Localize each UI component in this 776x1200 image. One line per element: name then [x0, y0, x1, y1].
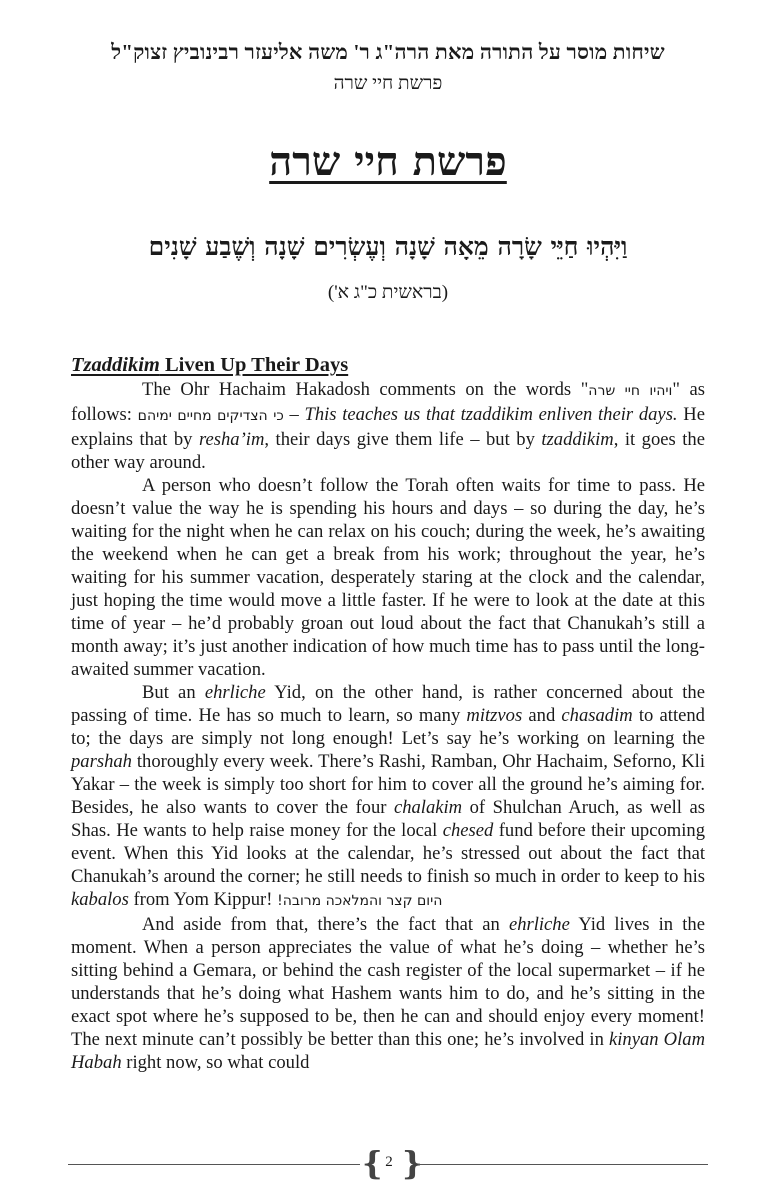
footer-rule-right: [418, 1164, 708, 1165]
italic-run: This teaches us that tzaddikim enliven their days.: [304, 404, 678, 425]
text-run: right now, so what could: [121, 1052, 310, 1073]
italic-run: chesed: [442, 820, 494, 841]
text-run: Yid, on the other hand, is rather concerned about the passing of time. He has so much to learn, so many: [71, 682, 705, 726]
page-footer: [0, 1140, 776, 1190]
italic-run: kinyan Olam Habah: [71, 1029, 706, 1073]
italic-run: resha’im: [198, 429, 265, 450]
paragraph-1: [71, 378, 705, 474]
text-run: fund before their upcoming event. When this Yid looks at the calendar, he’s stressed out about the fact that Chanukah’s around the corner; he still needs to finish so much in order to keep to his: [71, 820, 706, 887]
text-run: from Yom Kippur!: [128, 889, 278, 910]
section-heading-italic: Tzaddikim: [71, 354, 160, 376]
right-bracket-ornament: }: [402, 1144, 423, 1182]
text-run: to attend to; the days are simply not long enough! Let’s say he’s working on learning the: [71, 705, 705, 749]
paragraph-4: [71, 913, 705, 1074]
hebrew-quote: כי הצדיקים מחיים ימיהם: [137, 408, 284, 424]
text-run: , their days give them life – but by: [264, 429, 542, 450]
text-run: –: [283, 404, 305, 425]
verse-source: (בראשית כ"ג א'): [327, 282, 449, 303]
left-bracket-ornament: {: [362, 1144, 383, 1182]
running-header: [0, 40, 776, 95]
footer-rule-left: [68, 1164, 360, 1165]
paragraph-3: [71, 681, 705, 913]
text-run: He explains that by: [71, 404, 705, 450]
italic-run: tzaddikim: [541, 429, 614, 450]
paragraph-2: A person who doesn’t follow the Torah often waits for time to pass. He doesn’t value the way he is spending his hours and days – so during the day, he’s waiting for the night when he can relax on his couch; during the week, he’s awaiting the weekend when he can get a break from his work; throughout the year, he’s waiting for his summer vacation, desperately staring at the clock and the calendar, just hoping the time would move a little faster. If he were to look at the date at this time of year – he’d probably groan out loud about the fact that Chanukah’s still a month away; it’s just another indication of how much time has to pass until the long-awaited summer vacation.: [71, 475, 705, 680]
text-run: But an: [142, 682, 205, 703]
text-run: " as follows:: [71, 379, 705, 425]
text-run: of Shulchan Aruch, as well as Shas. He wants to help raise money for the local: [71, 797, 705, 841]
text-run: thoroughly every week. There’s Rashi, Ramban, Ohr Hachaim, Seforno, Kli Yakar – the week is simply too short for him to cover all the ground he’s aiming for. Besides, he also wants to cover the four: [71, 751, 705, 818]
text-run: and: [522, 705, 562, 726]
page-title: פרשת חיי שרה: [269, 138, 507, 185]
italic-run: mitzvos: [466, 705, 523, 726]
section-heading-rest: Liven Up Their Days: [159, 354, 349, 376]
page-number: 2: [385, 1154, 393, 1170]
hebrew-quote: ויהיו חיי שרה: [588, 383, 673, 399]
italic-run: ehrliche: [204, 682, 266, 703]
verse-text: וַיִּהְיוּ חַיֵּי שָׂרָה מֵאָה שָׁנָה וְעֶשְׂרִים שָׁנָה וְשֶׁבַע שָׁנִים: [148, 232, 628, 261]
italic-run: chalakim: [393, 797, 463, 818]
text-run: And aside from that, there’s the fact that an: [142, 914, 509, 935]
parsha-running-head: פרשת חיי שרה: [333, 73, 443, 94]
italic-run: ehrliche: [508, 914, 570, 935]
page-title-block: [0, 138, 776, 185]
text-run: Yid lives in the moment. When a person appreciates the value of what he’s doing – whether he’s sitting behind a Gemara, or behind the cash register of the local supermarket – if he understands that he’s doing what Hashem wants him to do, and he’s sitting in the exact spot where he’s supposed to be, then he can and should enjoy every moment! The next minute can’t possibly be better than this one; he’s involved in: [71, 914, 705, 1050]
text-run: The Ohr Hachaim Hakadosh comments on the words ": [142, 379, 589, 400]
article-body: [71, 352, 705, 1074]
section-heading: [71, 352, 705, 378]
italic-run: chasadim: [561, 705, 633, 726]
book-title: שיחות מוסר על התורה מאת הרה"ג ר' משה אליעזר רבינוביץ זצוק"ל: [111, 40, 665, 64]
hebrew-quote: היום קצר והמלאכה מרובה!: [277, 893, 443, 909]
text-run: , it goes the other way around.: [71, 429, 705, 473]
italic-run: parshah: [71, 751, 132, 772]
italic-run: kabalos: [71, 889, 129, 910]
